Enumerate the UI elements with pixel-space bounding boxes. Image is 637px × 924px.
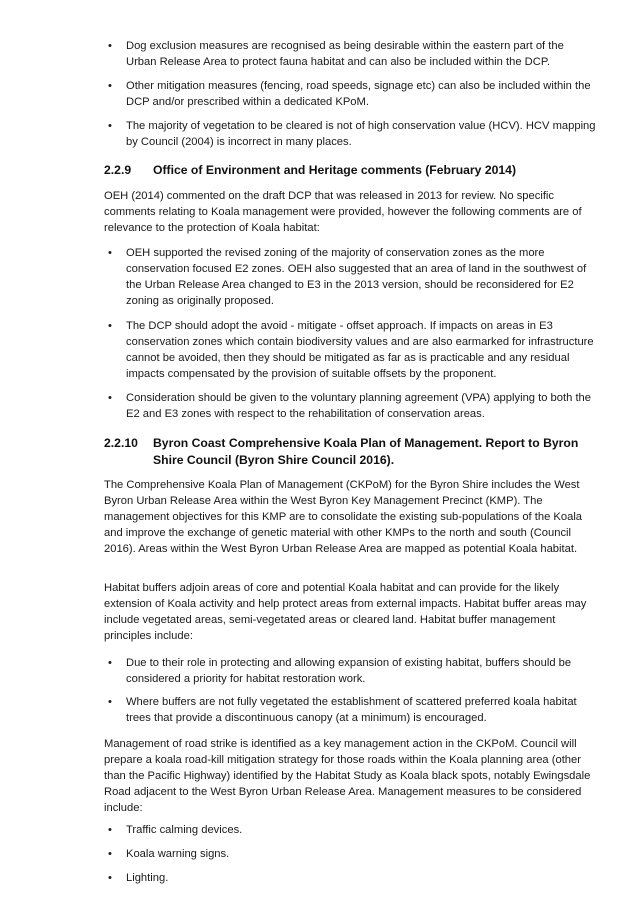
bullet-glyph: • (108, 392, 112, 404)
bullet-glyph: • (108, 657, 112, 669)
section-heading (104, 435, 598, 469)
section-number: 2.2.9 (104, 163, 132, 177)
list-item-text: OEH supported the revised zoning of the majority of conservation zones as the more conservation focused E2 zones. OEH also suggested that an area of land in the southwest of the Urban Release Area changed to E3 in the 2013 version, should be reconsidered for E2 zoning as originally proposed. (126, 247, 587, 307)
bullet-glyph: • (108, 848, 112, 860)
section-heading (104, 162, 598, 179)
list-item-text: Koala warning signs. (126, 848, 230, 860)
section-title: Office of Environment and Heritage comments (February 2014) (153, 163, 517, 177)
list-item (104, 694, 598, 726)
bullet-glyph: • (108, 824, 112, 836)
bullet-glyph: • (108, 120, 112, 132)
list-item-text: The majority of vegetation to be cleared is not of high conservation value (HCV). HCV mapping by Council (2004) is incorrect in many places. (126, 120, 596, 148)
list-item (104, 822, 598, 838)
list-item-text: Traffic calming devices. (126, 824, 243, 836)
section-title: Byron Coast Comprehensive Koala Plan of Management. Report to Byron Shire Council (Byron Shire Council 2016). (153, 436, 579, 467)
list-item (104, 655, 598, 687)
bullet-glyph: • (108, 40, 112, 52)
list-item-text: Where buffers are not fully vegetated the establishment of scattered preferred koala habitat trees that provide a discontinuous canopy (at a minimum) is encouraged. (126, 696, 577, 724)
bullet-glyph: • (108, 320, 112, 332)
bullet-glyph: • (108, 247, 112, 259)
bullet-glyph: • (108, 872, 112, 884)
list-item-text: The DCP should adopt the avoid - mitigate - offset approach. If impacts on areas in E3 conservation zones which contain biodiversity values and are also earmarked for infrastructure cannot be avoided, then they should be mitigated as far as is practicable and any residual impacts compensated by the provision of suitable offsets by the proponent. (126, 320, 594, 380)
list-item-text: Consideration should be given to the voluntary planning agreement (VPA) applying to both the E2 and E3 zones with respect to the rehabilitation of conservation areas. (126, 392, 591, 420)
list-item (104, 318, 598, 382)
paragraph: Management of road strike is identified as a key management action in the CKPoM. Council will prepare a koala road-kill mitigation strategy for those roads within the Koala planning area (other than the Pacific Highway) identified by the Habitat Study as Koala black spots, notably Ewingsdale Road adjacent to the West Byron Urban Release Area. Management measures to be considered include: (104, 738, 591, 814)
list-item (104, 245, 598, 309)
paragraph: OEH (2014) commented on the draft DCP that was released in 2013 for review. No specific comments relating to Koala management were provided, however the following comments are of relevance to the protection of Koala habitat: (104, 190, 582, 234)
list-item-text: Other mitigation measures (fencing, road speeds, signage etc) can also be included within the DCP and/or prescribed within a dedicated KPoM. (126, 80, 591, 108)
list-item (104, 118, 598, 150)
paragraph: The Comprehensive Koala Plan of Management (CKPoM) for the Byron Shire includes the West Byron Urban Release Area within the West Byron Key Management Precinct (KMP). The management objectives for this KMP are to consolidate the existing sub-populations of the Koala and improve the exchange of genetic material with other KMPs to the north and south (Council 2016). Areas within the West Byron Urban Release Area are mapped as potential Koala habitat. (104, 479, 583, 555)
list-item (104, 870, 598, 886)
list-item (104, 78, 598, 110)
list-item-text: Lighting. (126, 872, 169, 884)
list-item-text: Dog exclusion measures are recognised as being desirable within the eastern part of the Urban Release Area to protect fauna habitat and can also be included within the DCP. (126, 40, 564, 68)
bullet-glyph: • (108, 696, 112, 708)
list-item (104, 38, 598, 70)
list-item (104, 846, 598, 862)
paragraph: Habitat buffers adjoin areas of core and potential Koala habitat and can provide for the likely extension of Koala activity and help protect areas from external impacts. Habitat buffer areas may include vegetated areas, semi-vegetated areas or cleared land. Habitat buffer management principles include: (104, 582, 587, 642)
section-number: 2.2.10 (104, 436, 138, 450)
bullet-glyph: • (108, 80, 112, 92)
list-item-text: Due to their role in protecting and allowing expansion of existing habitat, buffers should be considered a priority for habitat restoration work. (126, 657, 572, 685)
list-item (104, 390, 598, 422)
